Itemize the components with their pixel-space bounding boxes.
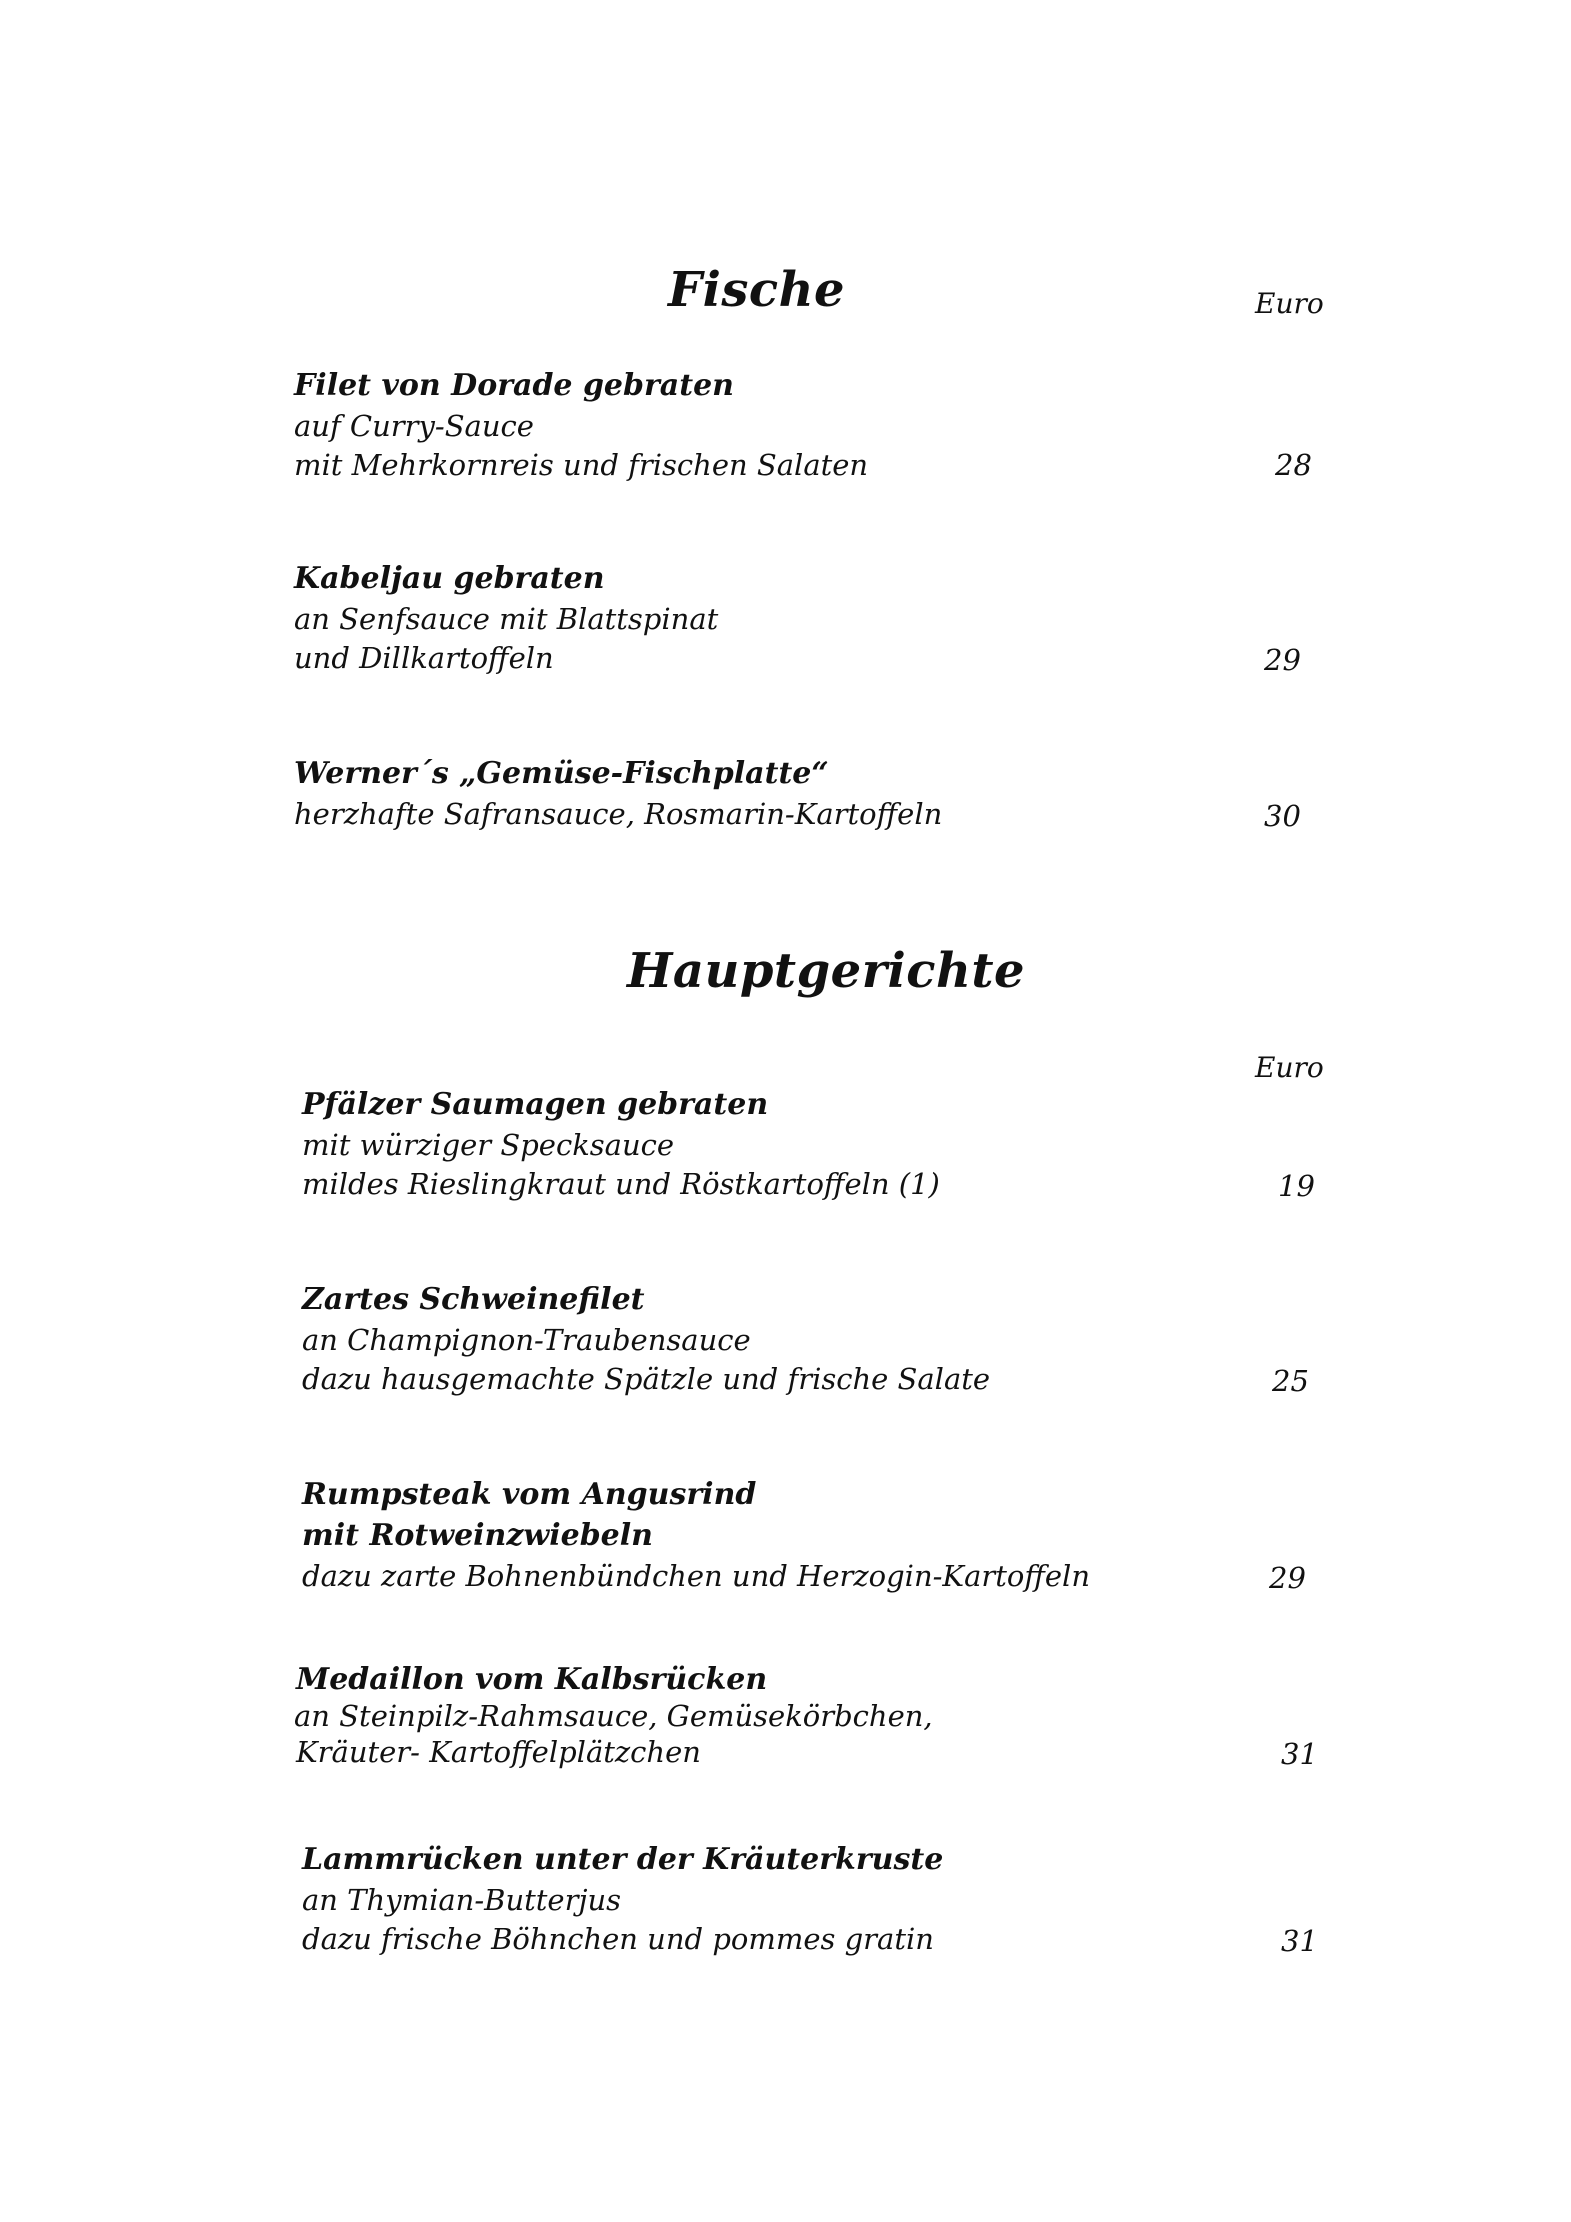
- dish-description: an Senfsauce mit Blattspinat: [294, 602, 719, 636]
- dish-name: Werner´s „Gemüse-Fischplatte“: [294, 756, 829, 791]
- dish-name: Kabeljau gebraten: [294, 561, 605, 596]
- dish-description: und Dillkartoffeln: [294, 641, 554, 675]
- dish-price: 31: [1281, 1924, 1318, 1958]
- dish-name: Lammrücken unter der Kräuterkruste: [302, 1842, 944, 1877]
- dish-description: mit würziger Specksauce: [302, 1128, 675, 1162]
- dish-price: 29: [1264, 643, 1301, 677]
- dish-name-line2: mit Rotweinzwiebeln: [302, 1518, 653, 1553]
- dish-name: Pfälzer Saumagen gebraten: [302, 1087, 769, 1122]
- dish-name: Filet von Dorade gebraten: [294, 368, 734, 403]
- currency-label: Euro: [1255, 1051, 1324, 1084]
- currency-label: Euro: [1255, 287, 1324, 320]
- dish-description: dazu zarte Bohnenbündchen und Herzogin-Kartoffeln: [302, 1559, 1091, 1593]
- section-title-fische: Fische: [668, 262, 845, 318]
- dish-name: Rumpsteak vom Angusrind: [302, 1477, 757, 1512]
- dish-price: 28: [1275, 448, 1312, 482]
- dish-description: an Steinpilz-Rahmsauce, Gemüsekörbchen,: [294, 1699, 933, 1733]
- dish-description: dazu frische Böhnchen und pommes gratin: [302, 1922, 934, 1956]
- dish-description: auf Curry-Sauce: [294, 409, 534, 443]
- dish-name: Medaillon vom Kalbsrücken: [296, 1662, 768, 1697]
- dish-description: an Thymian-Butterjus: [302, 1883, 621, 1917]
- dish-description: an Champignon-Traubensauce: [302, 1323, 751, 1357]
- dish-price: 19: [1278, 1169, 1315, 1203]
- dish-description: herzhafte Safransauce, Rosmarin-Kartoffeln: [294, 797, 943, 831]
- dish-price: 25: [1272, 1364, 1309, 1398]
- dish-description: mit Mehrkornreis und frischen Salaten: [294, 448, 869, 482]
- section-title-hauptgerichte: Hauptgerichte: [627, 943, 1026, 999]
- dish-price: 30: [1264, 799, 1301, 833]
- dish-price: 29: [1269, 1561, 1306, 1595]
- dish-description: dazu hausgemachte Spätzle und frische Salate: [302, 1362, 991, 1396]
- dish-description: Kräuter- Kartoffelplätzchen: [296, 1735, 701, 1769]
- dish-description: mildes Rieslingkraut und Röstkartoffeln (1): [302, 1167, 940, 1201]
- dish-name: Zartes Schweinefilet: [302, 1282, 645, 1317]
- dish-price: 31: [1281, 1737, 1318, 1771]
